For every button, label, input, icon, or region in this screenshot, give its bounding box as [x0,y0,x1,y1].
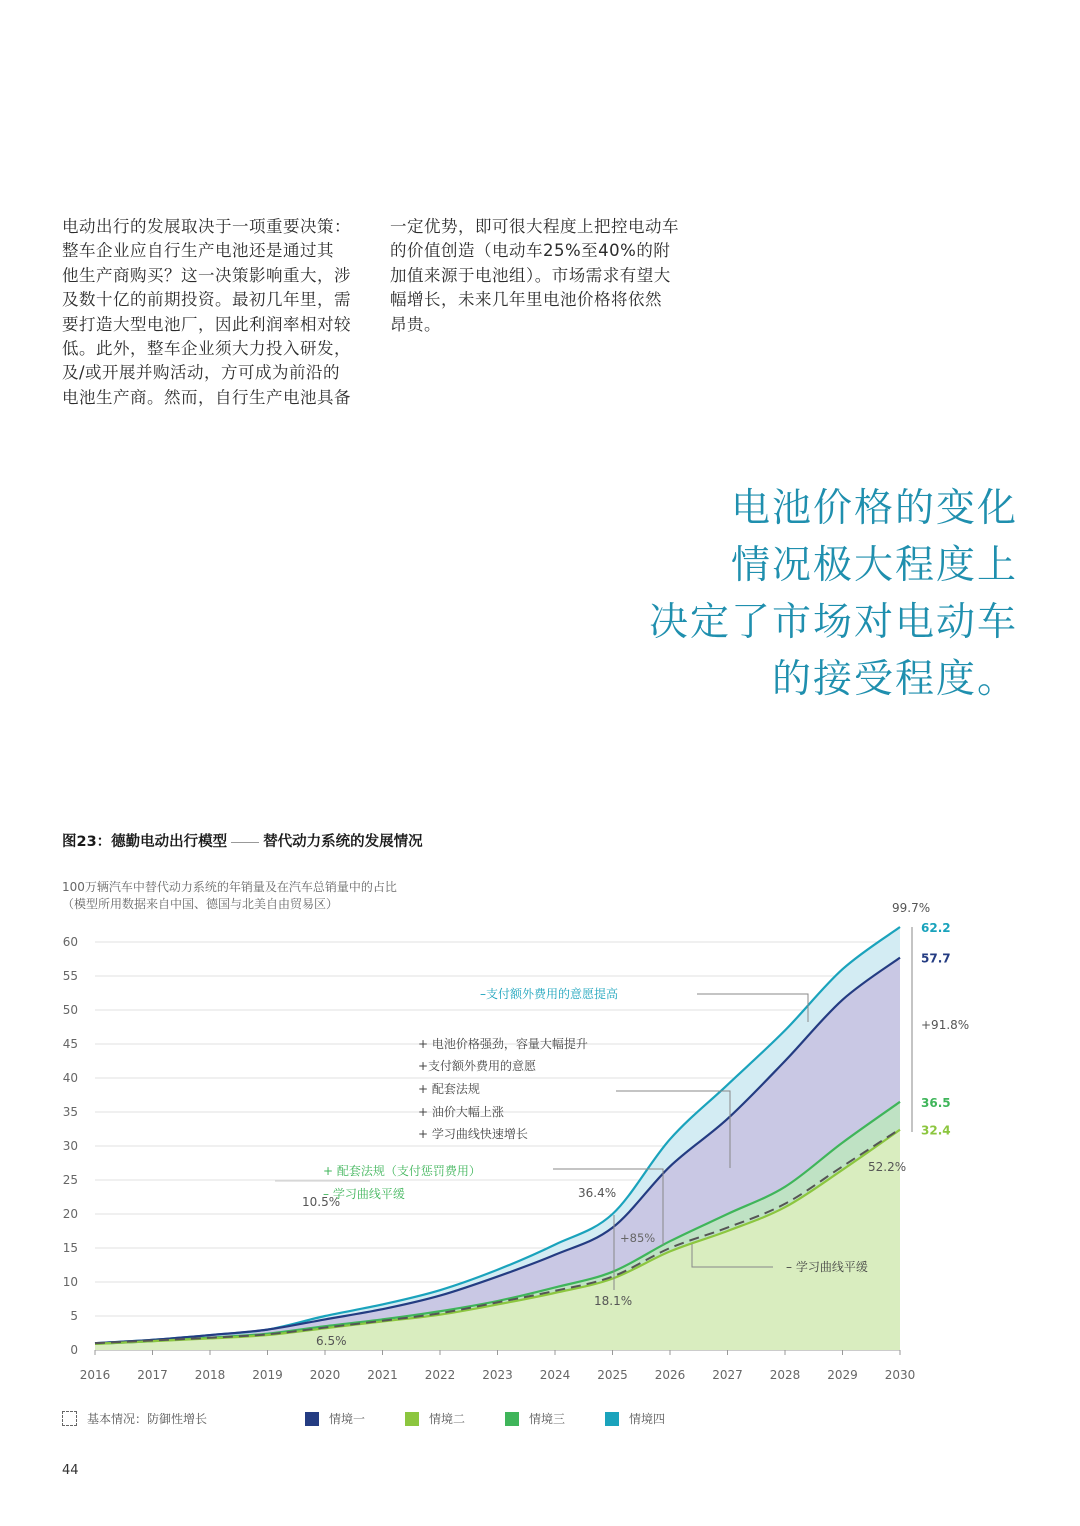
note-scenario-1-item: + 油价大幅上涨 [418,1105,504,1119]
note-scenario-3-item: – 学习曲线平缓 [323,1187,405,1201]
y-tick-label: 25 [62,1173,78,1187]
legend-swatch-dashed [62,1411,77,1426]
note-scenario-1-item: +支付额外费用的意愿 [418,1059,537,1073]
y-tick-label: 15 [62,1241,78,1255]
pct-label-2020-bottom: 6.5% [316,1334,347,1348]
body-text-left-column [62,215,362,410]
x-tick-label: 2026 [654,1368,686,1382]
series-end-label: 32.4 [921,1123,951,1138]
x-tick-label: 2019 [252,1368,283,1382]
y-tick-label: 55 [62,969,78,983]
body-text-line: 他生产商购买？这一决策影响重大，涉 [62,265,351,285]
note-scenario-2: – 学习曲线平缓 [786,1260,868,1274]
body-text-line: 电动出行的发展取决于一项重要决策： [62,217,351,236]
legend-label: 情境一 [329,1412,366,1426]
figure-number: 图23：德勤电动出行模型 [62,834,228,850]
y-tick-label: 30 [62,1139,78,1153]
y-tick-label: 50 [62,1003,78,1017]
legend-label: 基本情况：防御性增长 [87,1412,208,1426]
y-tick-label: 35 [62,1105,78,1119]
legend-item-scenario-2 [405,1410,465,1427]
x-tick-label: 2029 [827,1368,858,1382]
legend-item-baseline [62,1410,207,1427]
legend-item-scenario-4 [605,1410,665,1427]
pct-label-2030-top: 99.7% [892,901,931,915]
pct-label-2030-bottom: 52.2% [868,1160,907,1174]
page-number: 44 [62,1463,79,1478]
body-text-line: 整车企业应自行生产电池还是通过其 [62,241,334,261]
chart-subtitle-line-2: （模型所用数据来自中国、德国与北美自由贸易区） [62,897,339,911]
body-text-line: 加值来源于电池组）。市场需求有望大 [390,265,671,285]
x-tick-label: 2017 [137,1368,168,1382]
note-scenario-1-item: + 学习曲线快速增长 [418,1127,528,1141]
note-scenario-1-item: + 电池价格强劲，容量大幅提升 [418,1037,588,1051]
y-tick-label: 45 [62,1037,78,1051]
delta-label-2030: +91.8% [921,1018,970,1032]
pull-quote-line: 的接受程度。 [771,657,1018,702]
y-tick-label: 40 [62,1071,78,1085]
y-tick-label: 5 [70,1309,78,1323]
leader-s4 [697,994,808,1022]
body-text-line: 昂贵。 [390,314,441,334]
legend-item-scenario-3 [505,1410,565,1427]
delta-label-2025: +85% [620,1231,656,1245]
body-text-line: 及数十亿的前期投资。最初几年里，需 [62,290,351,310]
legend-label: 情境二 [429,1412,466,1426]
x-tick-label: 2020 [309,1368,341,1382]
pct-label-2025-bottom: 18.1% [594,1294,633,1308]
note-scenario-4: –支付额外费用的意愿提高 [480,987,619,1001]
x-tick-label: 2018 [194,1368,226,1382]
x-tick-label: 2021 [367,1368,398,1382]
body-text-line: 幅增长，未来几年里电池价格将依然 [390,290,662,310]
pct-label-2020-top: 10.5% [302,1195,341,1209]
chart-subtitle-line-1: 100万辆汽车中替代动力系统的年销量及在汽车总销量中的占比 [62,880,397,894]
pct-label-2025-top: 36.4% [578,1186,617,1200]
series-end-label: 36.5 [921,1095,951,1110]
x-tick-label: 2024 [539,1368,571,1382]
title-separator [231,842,259,843]
area-chart [0,870,1080,1400]
body-text-line: 一定优势，即可很大程度上把控电动车 [390,217,679,236]
y-tick-label: 20 [62,1207,78,1221]
legend-swatch [305,1412,319,1426]
x-tick-label: 2030 [884,1368,916,1382]
note-scenario-3-item: + 配套法规（支付惩罚费用） [323,1164,481,1178]
legend-label: 情境三 [529,1412,566,1426]
x-tick-label: 2027 [712,1368,743,1382]
chart-legend [62,1410,762,1432]
y-tick-label: 10 [62,1275,78,1289]
legend-swatch [605,1412,619,1426]
pull-quote-line: 决定了市场对电动车 [648,600,1018,645]
figure-title [62,830,423,851]
figure-title-text: 替代动力系统的发展情况 [263,834,423,850]
x-tick-label: 2028 [769,1368,801,1382]
y-tick-label: 60 [62,935,78,949]
body-text-line: 及/或开展并购活动，方可成为前沿的 [62,363,341,383]
body-text-line: 的价值创造（电动车25%至40%的附 [390,241,671,261]
x-tick-label: 2022 [424,1368,456,1382]
body-text-right-column [390,215,690,337]
x-tick-label: 2016 [79,1368,111,1382]
body-text-line: 电池生产商。然而，自行生产电池具备 [62,387,351,407]
pull-quote-line: 电池价格的变化 [730,486,1018,531]
body-text-line: 低。此外，整车企业须大力投入研发， [62,339,351,359]
note-scenario-1-item: + 配套法规 [418,1082,480,1096]
legend-label: 情境四 [629,1412,666,1426]
x-tick-label: 2023 [482,1368,513,1382]
body-text-line: 要打造大型电池厂，因此利润率相对较 [62,314,351,334]
legend-swatch [505,1412,519,1426]
x-tick-label: 2025 [597,1368,628,1382]
y-tick-label: 0 [70,1343,78,1357]
series-end-label: 57.7 [921,951,951,966]
pull-quote-line: 情况极大程度上 [730,543,1018,588]
pull-quote [498,480,1018,708]
legend-item-scenario-1 [305,1410,365,1427]
series-end-label: 62.2 [921,921,951,936]
legend-swatch [405,1412,419,1426]
